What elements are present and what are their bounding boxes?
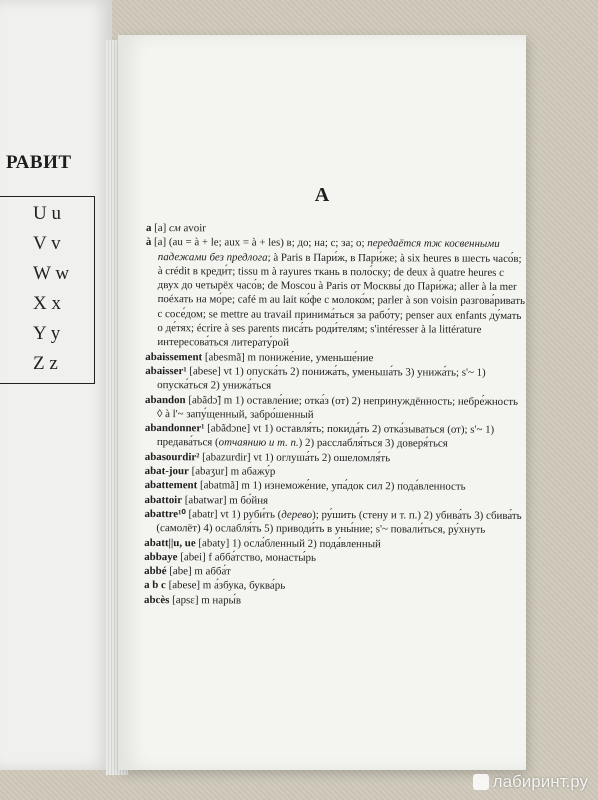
watermark <box>473 772 588 792</box>
entry-italic-note: отчаянию и т. п. <box>218 436 299 450</box>
entry-definition: [abatr] vt 1) руби́ть ( <box>185 508 282 521</box>
alphabet-row: X x <box>33 293 61 314</box>
dictionary-entry <box>145 421 525 452</box>
entry-definition: [abaty] 1) осла́бленный 2) пода́вленный <box>195 536 381 550</box>
entry-definition-tail: ); ру́шить (стену и т. п.) 2) убива́ть 3) сбива́ть (самолёт) 4) ослабля́ть 5) приводи́ть в уны́ние; s'~ повали́ться, ру́хнуть <box>156 508 522 537</box>
entry-definition: [apsɛ] m нары́в <box>169 593 242 607</box>
entry-definition: [abese] vt 1) опуска́ть 2) понижа́ть, уменьша́ть 3) унижа́ть; s'~ 1) опуска́ться 2) унижа́ться <box>157 365 486 392</box>
dictionary-entry <box>145 478 525 494</box>
alphabet-table <box>0 196 95 384</box>
dictionary-entry <box>145 364 525 395</box>
entry-italic-note: см <box>168 222 181 235</box>
watermark-text: лабиринт.ру <box>492 772 588 791</box>
entry-headword: abasourdir² <box>144 450 200 464</box>
entry-definition: [abãdɔ̃] m 1) оставле́ние; отка́з (от) 2) непринуждённость; небре́жность ◊ à l'~ запу́щенный, забро́шенный <box>156 393 518 421</box>
alphabet-row: V v <box>33 233 61 254</box>
dictionary-entry <box>144 578 524 594</box>
dictionary-entry <box>145 393 525 424</box>
dictionary-entries <box>144 221 526 609</box>
entry-definition: [abãdɔne] vt 1) оставля́ть; покида́ть 2) отка́зываться (от); s'~ 1) предава́ться ( <box>156 422 495 449</box>
entry-headword: abattoir <box>144 493 183 506</box>
dictionary-entry <box>145 235 526 351</box>
entry-definition: [abesmã] m пониже́ние, уменьше́ние <box>202 350 374 364</box>
alphabet-row: U u <box>33 203 61 224</box>
entry-headword: abaisser¹ <box>145 364 187 378</box>
entry-headword: abandon <box>145 393 186 406</box>
entry-definition: [abatmã] m 1) изнеможе́ние, упа́док сил 2) пода́вленность <box>197 479 466 494</box>
entry-headword: abandonner¹ <box>144 422 205 435</box>
entry-headword: abbaye <box>144 550 178 563</box>
entry-definition-tail: avoir <box>180 222 206 235</box>
right-page <box>118 35 526 770</box>
entry-italic-note: дерево <box>281 508 313 521</box>
entry-definition-tail: ; à Paris в Пари́ж, в Пари́же; à six heures в шесть часо́в; à crédit в креди́т; tissu m à rayures ткань в поло́ску; de deux à quatre heures с двух до четырёх часо́в; de Moscou à Paris от Москвы́ до Пари́жа; aller à la mer поéхать на мо́ре; café m au lait ко́фе с молоко́м; parler à son voisin разгова́ривать с сосе́дом; se mettre au travail принима́ться за рабо́ту; penser aux enfants ду́мать о де́тях; écrire à ses parents писа́ть роди́телям; s'intéresser à la littérature интересова́ться литерату́рой <box>157 251 525 350</box>
entry-headword: abbé <box>144 565 167 578</box>
section-letter: A <box>314 184 330 206</box>
entry-definition: [abei] f абба́тство, монасты́рь <box>177 550 316 564</box>
entry-definition: [a] (au = à + le; aux = à + les) в; до; на; с; за; о; <box>151 236 368 250</box>
entry-headword: abat-jour <box>144 465 189 478</box>
entry-headword: abattre¹⁰ <box>144 507 186 521</box>
entry-headword: a b c <box>144 579 166 592</box>
alphabet-row: W w <box>33 263 70 284</box>
entry-definition: [abazurdir] vt 1) оглуша́ть 2) ошеломля́ть <box>199 451 391 465</box>
entry-definition: [abe] m абба́т <box>166 565 231 578</box>
alphabet-row: Z z <box>33 353 58 374</box>
alphabet-row: Y y <box>33 323 61 344</box>
entry-headword: abcès <box>143 593 170 606</box>
entry-headword: abaissement <box>145 350 203 363</box>
entry-headword: abatt||u, ue <box>144 536 196 549</box>
entry-headword: abattement <box>144 479 198 492</box>
entry-definition-tail: ) 2) расслабля́ться 3) доверя́ться <box>298 437 448 451</box>
entry-definition: [abese] m а́збука, буква́рь <box>165 579 286 593</box>
entry-definition: [abaʒur] m абажу́р <box>188 465 276 478</box>
entry-definition: [a] <box>151 222 169 235</box>
entry-headword: à <box>145 236 152 249</box>
labirint-logo-icon <box>473 774 489 790</box>
left-page <box>0 0 112 770</box>
dictionary-entry <box>144 593 524 609</box>
entry-definition: [abatwar] m бо́йня <box>182 493 269 507</box>
entry-headword: a <box>145 221 152 235</box>
alphabet-heading: РАВИТ <box>6 152 72 173</box>
dictionary-entry <box>144 507 524 538</box>
entry-italic-note: передаётся тж косвенными падежами без предлога <box>157 237 500 264</box>
